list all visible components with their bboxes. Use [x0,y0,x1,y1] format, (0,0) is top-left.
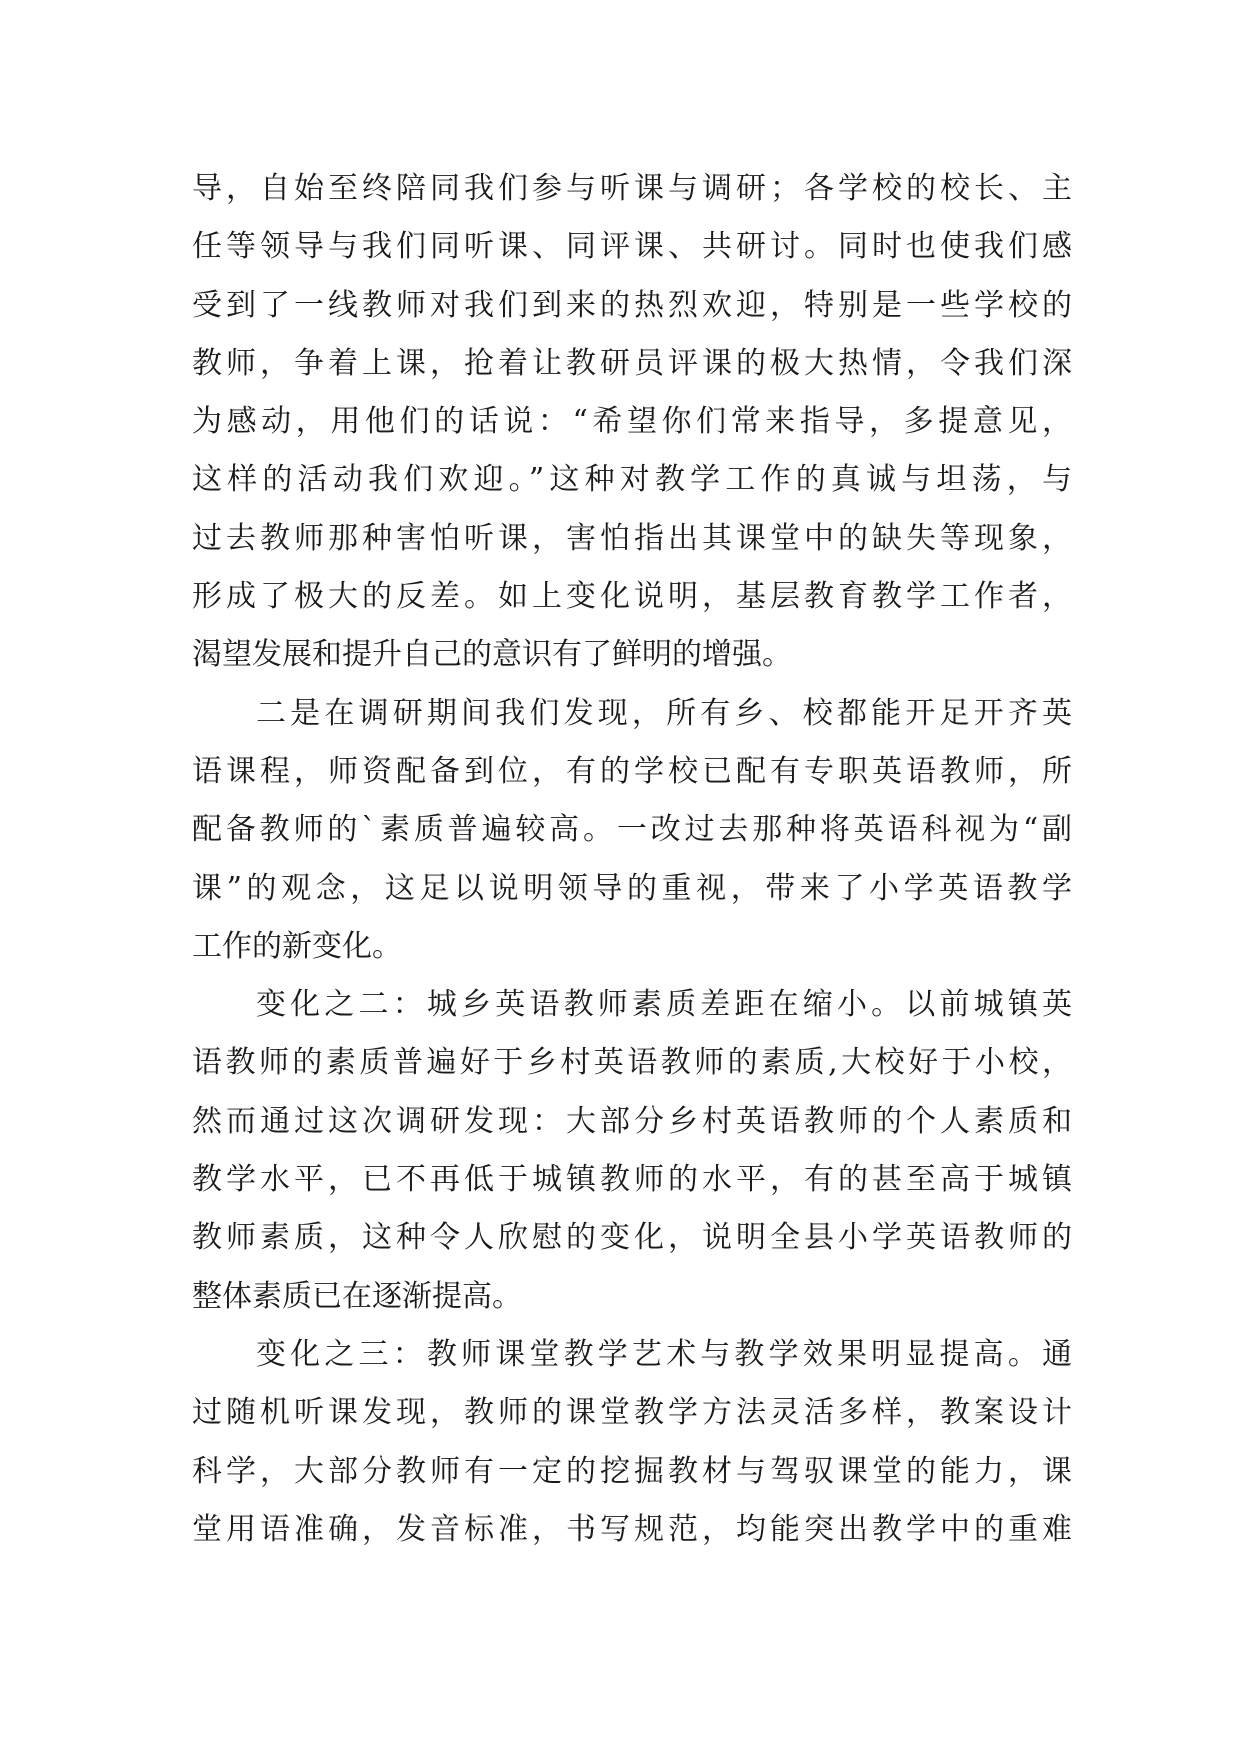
paragraph-end-line: 渴望发展和提升自己的意识有了鲜明的增强。 [192,637,792,673]
paragraph-start-line: 变化之二：城乡英语教师素质差距在缩小。以前城镇英 [256,987,1072,1023]
paragraph-end-line: 工作的新变化。 [192,928,402,964]
text-line: 配备教师的`素质普遍较高。一改过去那种将英语科视为“副 [192,812,1072,848]
text-line: 教学水平，已不再低于城镇教师的水平，有的甚至高于城镇 [192,1162,1072,1198]
paragraph-start-line: 变化之三：教师课堂教学艺术与教学效果明显提高。通 [256,1336,1072,1372]
text-line: 这样的活动我们欢迎。”这种对教学工作的真诚与坦荡，与 [192,462,1072,498]
text-line: 教师，争着上课，抢着让教研员评课的极大热情，令我们深 [192,345,1072,381]
text-line: 语课程，师资配备到位，有的学校已配有专职英语教师，所 [192,753,1072,789]
text-line: 任等领导与我们同听课、同评课、共研讨。同时也使我们感 [192,229,1072,265]
text-line: 教师素质，这种令人欣慰的变化，说明全县小学英语教师的 [192,1220,1072,1256]
text-line: 导，自始至终陪同我们参与听课与调研；各学校的校长、主 [192,171,1072,206]
text-line: 堂用语准确，发音标准，书写规范，均能突出教学中的重难 [192,1511,1072,1547]
paragraph-end-line: 整体素质已在逐渐提高。 [192,1278,522,1314]
text-line: 过随机听课发现，教师的课堂教学方法灵活多样，教案设计 [192,1395,1072,1431]
paragraph-start-line: 二是在调研期间我们发现，所有乡、校都能开足开齐英 [256,695,1072,731]
text-line: 过去教师那种害怕听课，害怕指出其课堂中的缺失等现象， [192,520,1072,556]
text-line: 然而通过这次调研发现：大部分乡村英语教师的个人素质和 [192,1103,1072,1139]
text-line: 为感动，用他们的话说：“希望你们常来指导，多提意见， [192,404,1072,440]
text-line: 受到了一线教师对我们到来的热烈欢迎，特别是一些学校的 [192,287,1072,323]
text-line: 语教师的素质普遍好于乡村英语教师的素质,大校好于小校， [192,1045,1072,1081]
text-line: 形成了极大的反差。如上变化说明，基层教育教学工作者， [192,579,1072,615]
body-text [192,160,1072,1559]
text-line: 科学，大部分教师有一定的挖掘教材与驾驭课堂的能力，课 [192,1453,1072,1489]
text-line: 课”的观念，这足以说明领导的重视，带来了小学英语教学 [192,870,1072,906]
